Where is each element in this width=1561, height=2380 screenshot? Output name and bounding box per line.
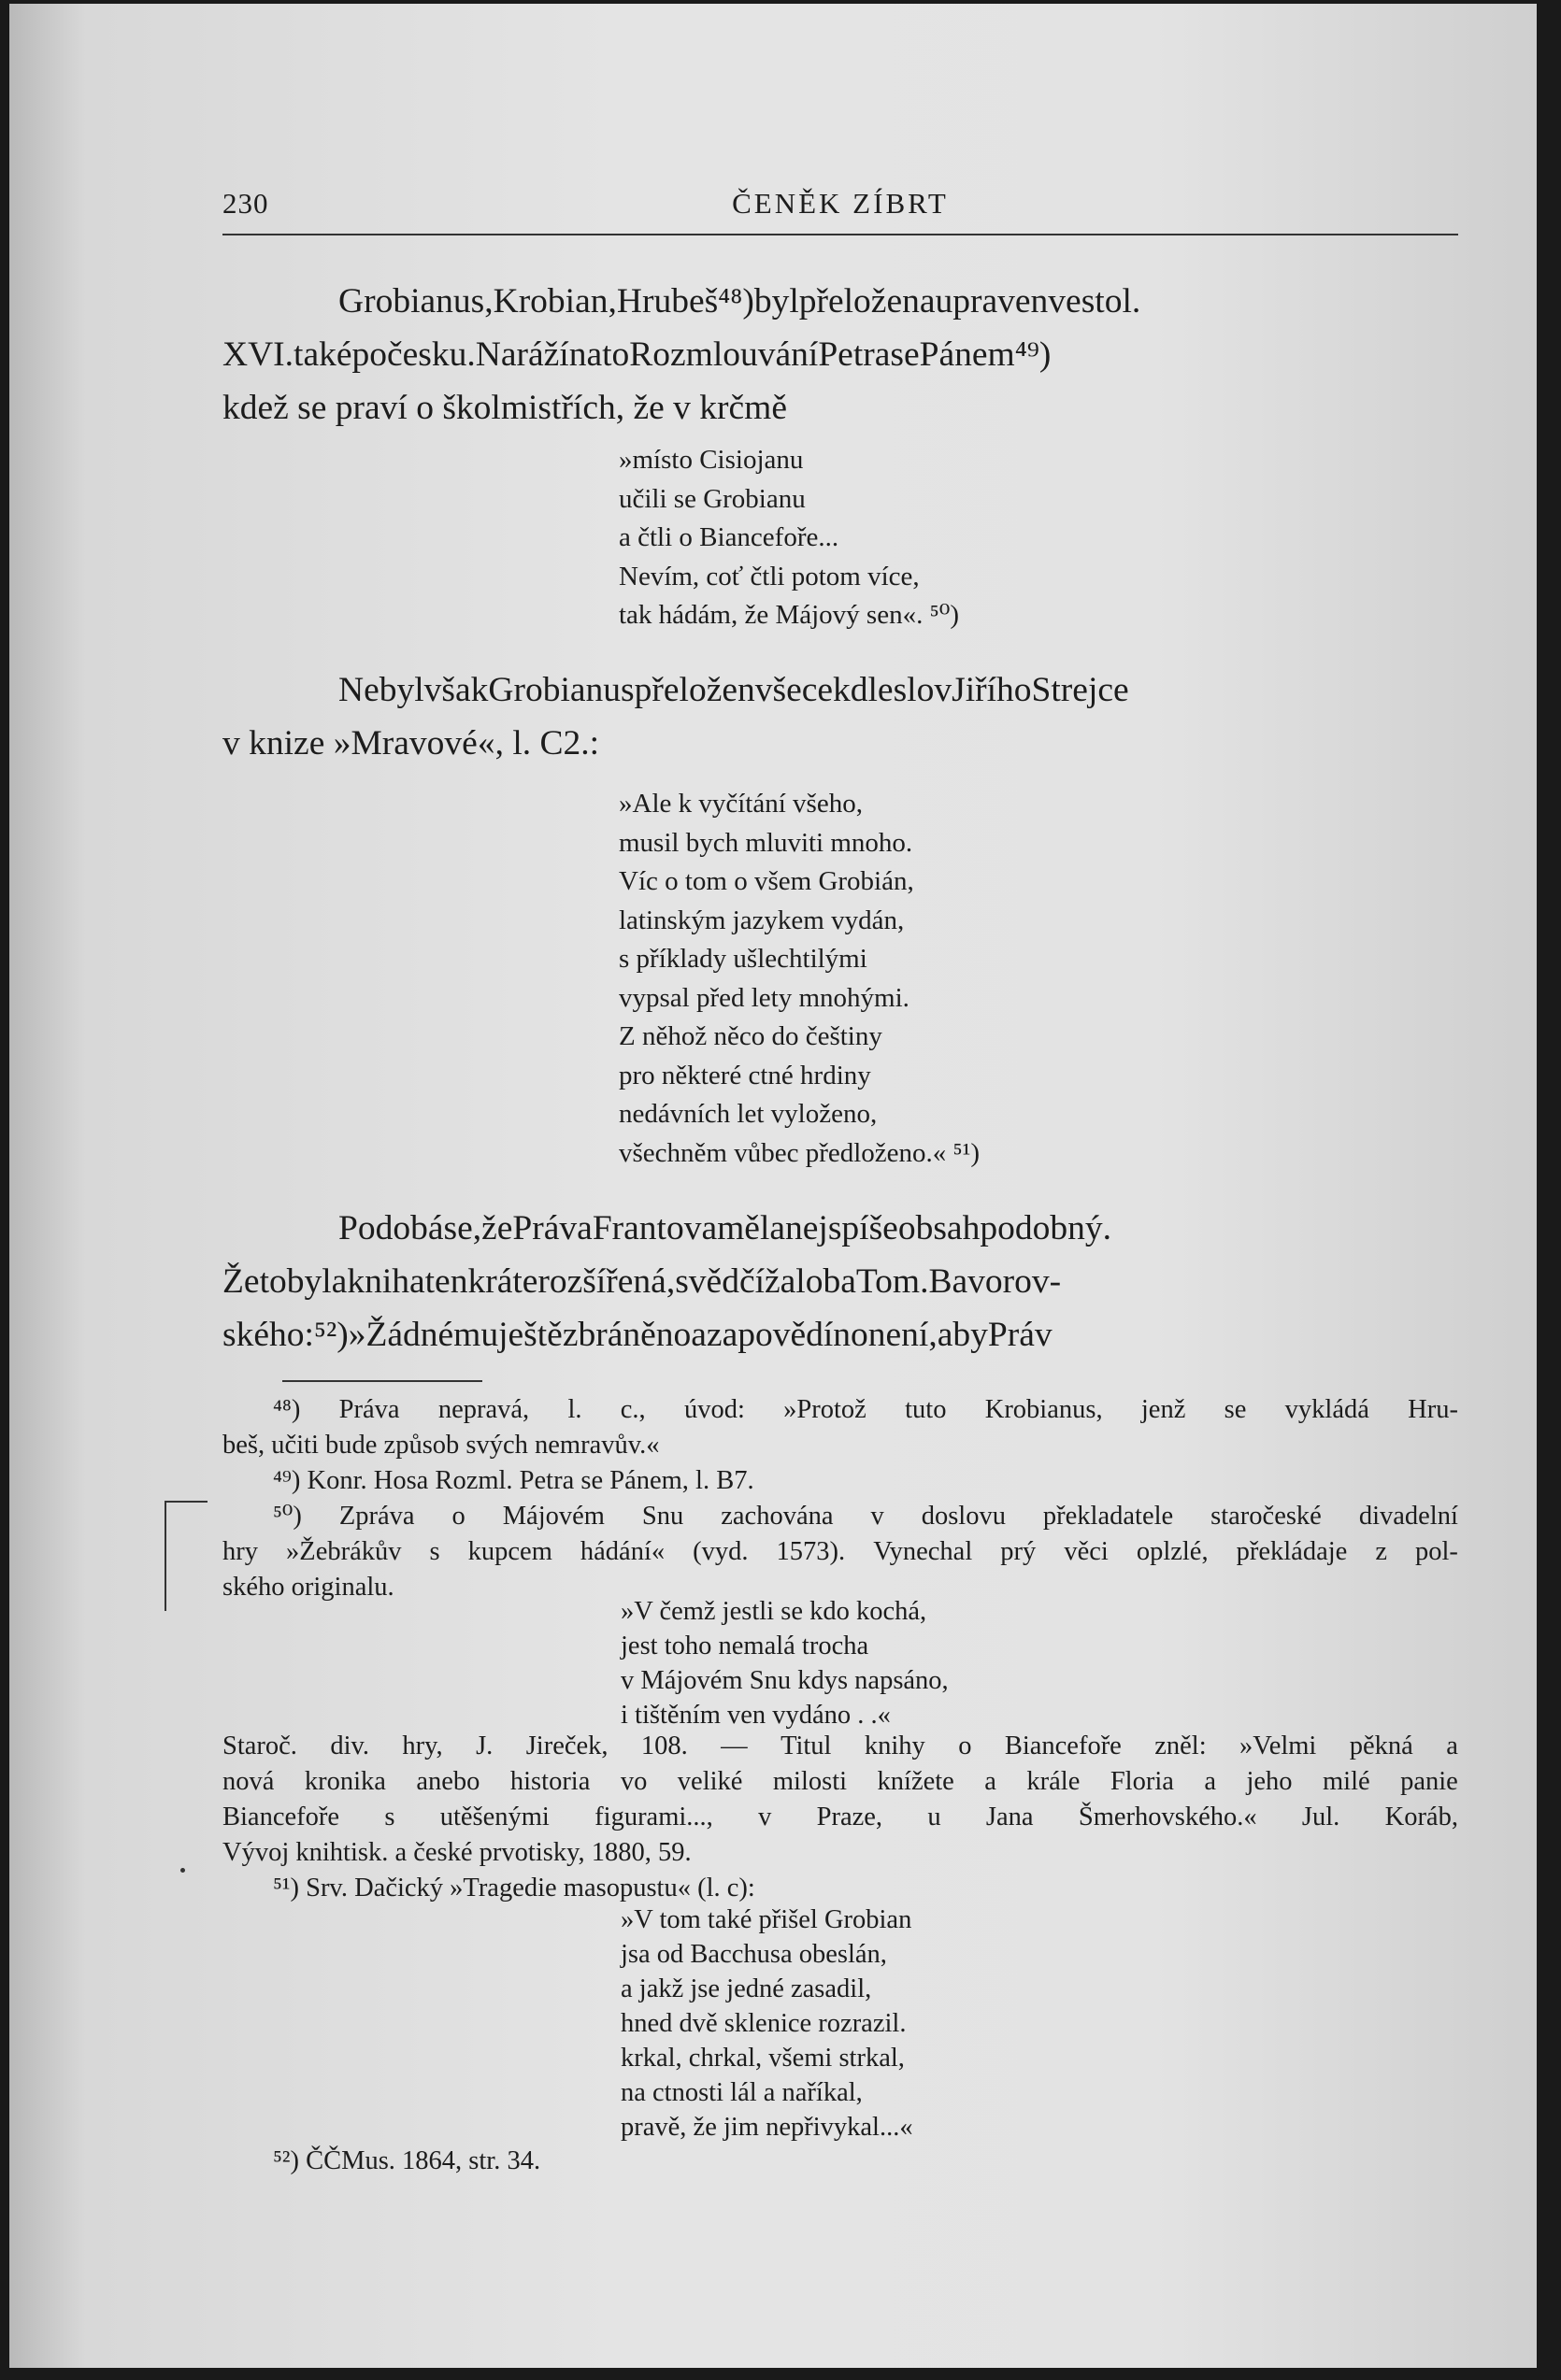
verse-line: pravě, že jim nepřivykal...«: [621, 2113, 913, 2142]
verse-line: a čtli o Biancefoře...: [619, 522, 839, 552]
verse-line: s příklady ušlechtilými: [619, 944, 867, 974]
text-line: kdež se praví o školmistřích, že v krčmě: [222, 389, 787, 427]
text-line: v knize »Mravové«, l. C2.:: [222, 724, 600, 762]
footnote-line: ⁵²) ČČMus. 1864, str. 34.: [273, 2146, 541, 2175]
text-line: NebylvšakGrobianuspřeloženvšecekdleslovJiříhoStrejce: [338, 671, 1129, 709]
verse-line: musil bych mluviti mnoho.: [619, 827, 913, 858]
page-number: 230: [222, 187, 269, 220]
footnote-line: nová kronika anebo historia vo veliké milosti knížete a krále Floria a jeho milé panie: [222, 1767, 1458, 1796]
paragraph-prava-frantova: [222, 1202, 1458, 1361]
verse-line: tak hádám, že Májový sen«. ⁵⁰): [619, 600, 959, 630]
verse-line: »V čemž jestli se kdo kochá,: [621, 1597, 927, 1626]
verse-line: »V tom také přišel Grobian: [621, 1905, 912, 1934]
footnote-line: ⁴⁹) Konr. Hosa Rozml. Petra se Pánem, l. B7.: [273, 1466, 754, 1495]
verse-line: nedávních let vyloženo,: [619, 1099, 878, 1129]
verse-quote-1: [619, 441, 959, 635]
text-line: ského:⁵²)»Žádnémuještězbráněnoazapovědínonení,abyPráv: [222, 1316, 1053, 1354]
verse-line: učili se Grobianu: [619, 483, 806, 514]
text-line: Žetobylaknihatenkráterozšířená,svědčížalobaTom.Bavorov-: [222, 1262, 1062, 1301]
margin-pencil-mark: [165, 1501, 208, 1503]
paragraph-strejc: [222, 663, 1458, 770]
text-line: Podobáse,žePrávaFrantovamělanejspíšeobsahpodobný.: [338, 1209, 1111, 1247]
verse-line: v Májovém Snu kdys napsáno,: [621, 1666, 949, 1695]
verse-line: Víc o tom o všem Grobián,: [619, 866, 914, 896]
footnote-verse-51: [621, 1903, 913, 2145]
verse-line: hned dvě sklenice rozrazil.: [621, 2009, 907, 2038]
footnote-line: beš, učiti bude způsob svých nemravův.«: [222, 1431, 660, 1460]
footnote-line: ského originalu.: [222, 1573, 394, 1602]
footnote-line: Vývoj knihtisk. a české prvotisky, 1880, 59.: [222, 1838, 692, 1867]
header-rule: [222, 234, 1458, 235]
verse-line: jest toho nemalá trocha: [621, 1632, 869, 1660]
text-line: Grobianus,Krobian,Hrubeš⁴⁸)bylpřeloženaupravenvestol.: [338, 282, 1141, 321]
running-header: [222, 187, 1458, 234]
verse-line: jsa od Bacchusa obeslán,: [621, 1940, 887, 1969]
book-page: [9, 4, 1537, 2368]
footnote-50-continued: [222, 1729, 1458, 1906]
running-title: ČENĚK ZÍBRT: [732, 187, 949, 220]
footnote-line: Biancefoře s utěšenými figurami..., v Praze, u Jana Šmerhovského.« Jul. Koráb,: [222, 1803, 1458, 1831]
footnote-line: Staroč. div. hry, J. Jireček, 108. — Titul knihy o Biancefoře zněl: »Velmi pěkná a: [222, 1732, 1458, 1760]
margin-pencil-mark: [165, 1501, 166, 1611]
verse-line: »Ale k vyčítání všeho,: [619, 789, 863, 819]
footnote-verse-50: [621, 1594, 949, 1732]
verse-line: pro některé ctné hrdiny: [619, 1060, 871, 1090]
footnote-line: ⁵⁰) Zpráva o Májovém Snu zachována v doslovu překladatele staročeské divadelní: [273, 1502, 1458, 1531]
text-line: XVI.taképočesku.NarážínatoRozmlouváníPetrasePánem⁴⁹): [222, 335, 1052, 374]
verse-line: všechněm vůbec předloženo.« ⁵¹): [619, 1137, 980, 1168]
paragraph-grobianus: [222, 275, 1458, 435]
footnote-rule: [282, 1380, 482, 1382]
footnote-line: ⁴⁸) Práva nepravá, l. c., úvod: »Protož tuto Krobianus, jenž se vykládá Hru-: [273, 1395, 1458, 1424]
footnote-line: hry »Žebrákův s kupcem hádání« (vyd. 1573). Vynechal prý věci oplzlé, překládaje z pol-: [222, 1537, 1458, 1566]
margin-dot: [180, 1868, 185, 1873]
verse-line: vypsal před lety mnohými.: [619, 982, 909, 1013]
footnote-line: ⁵¹) Srv. Dačický »Tragedie masopustu« (l. c):: [273, 1874, 755, 1903]
footnote-52: [222, 2144, 1458, 2179]
verse-line: Z něhož něco do češtiny: [619, 1021, 882, 1051]
verse-line: latinským jazykem vydán,: [619, 905, 905, 935]
verse-line: na ctnosti lál a naříkal,: [621, 2078, 863, 2107]
verse-quote-2: [619, 785, 980, 1173]
verse-line: i tištěním ven vydáno . .«: [621, 1701, 891, 1730]
verse-line: a jakž jse jedné zasadil,: [621, 1974, 872, 2003]
verse-line: Nevím, coť čtli potom více,: [619, 561, 920, 591]
footnote-48-49-50: [222, 1392, 1458, 1605]
verse-line: »místo Cisiojanu: [619, 445, 804, 475]
verse-line: krkal, chrkal, všemi strkal,: [621, 2044, 905, 2073]
